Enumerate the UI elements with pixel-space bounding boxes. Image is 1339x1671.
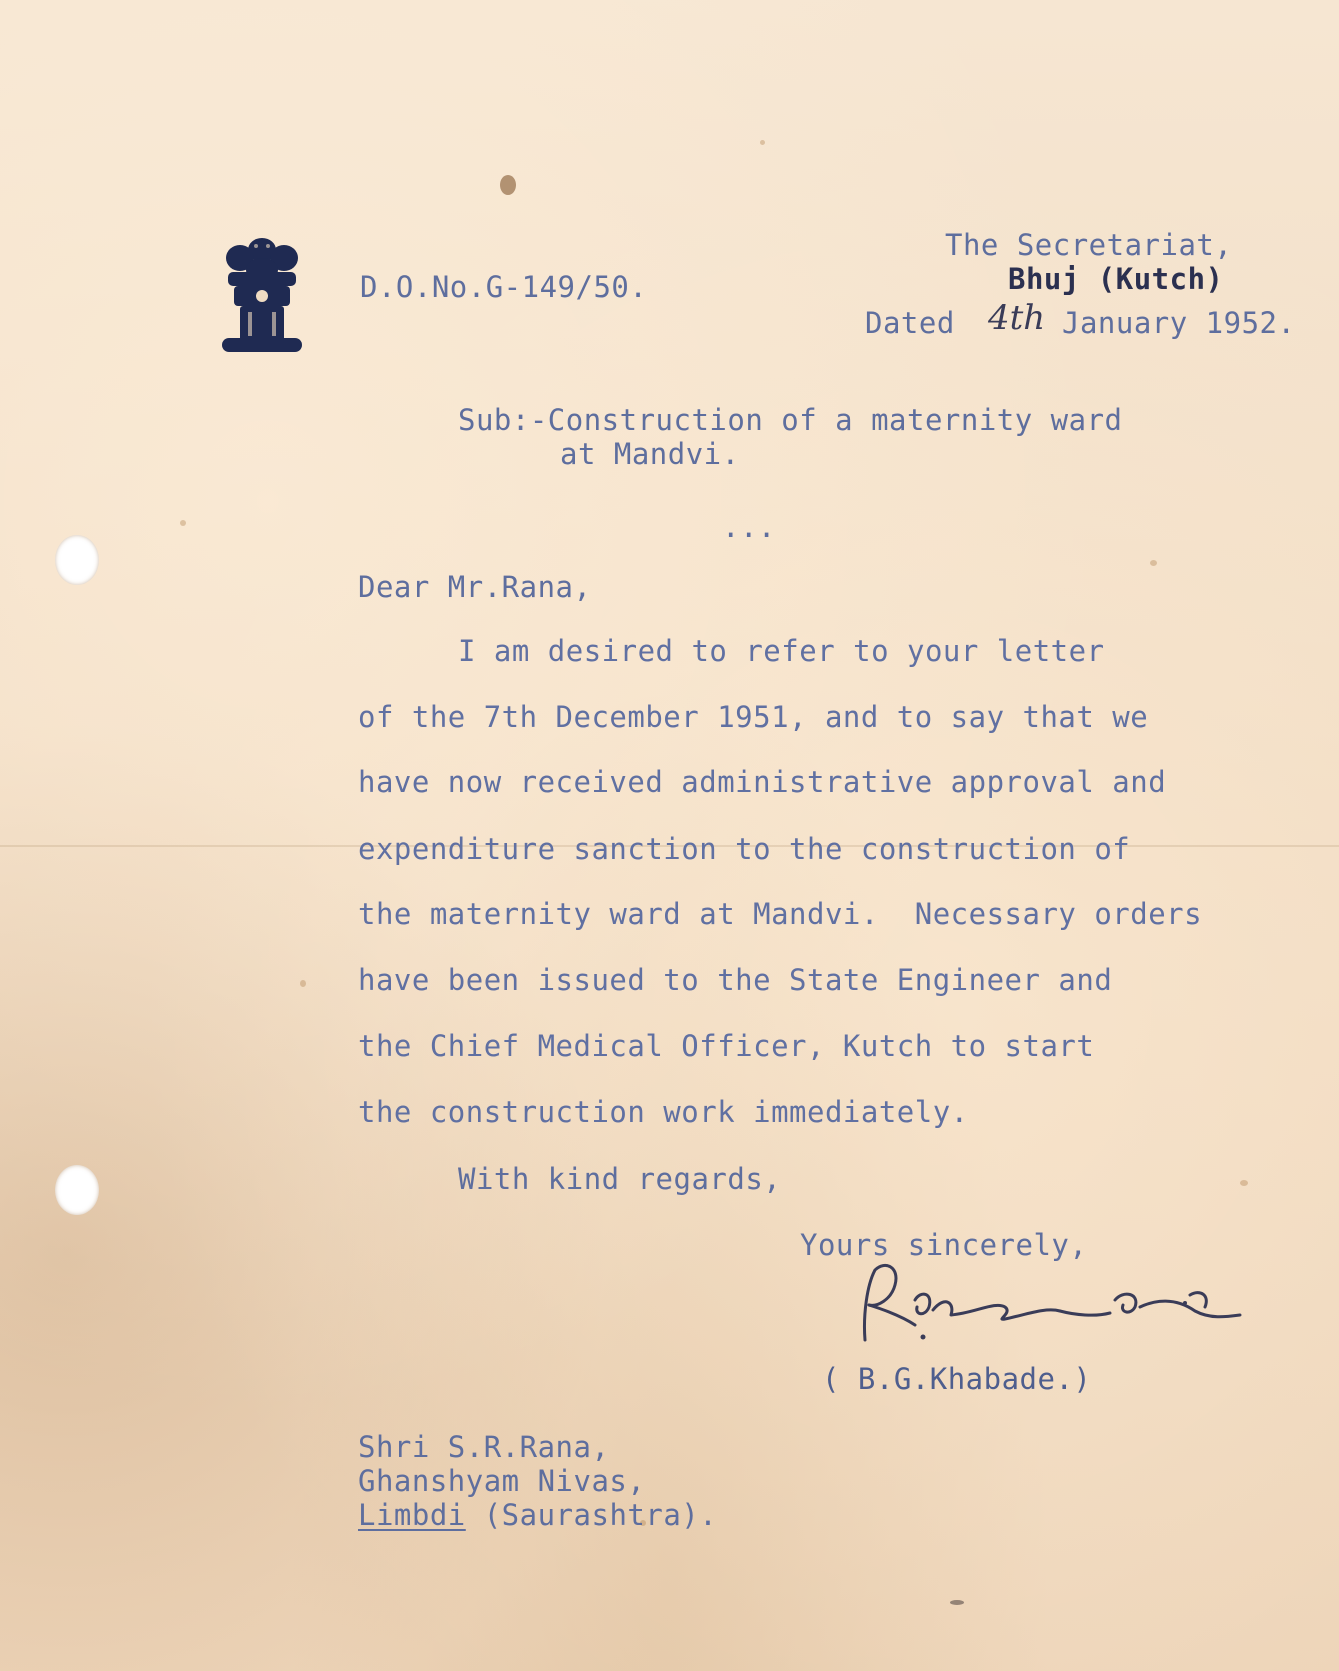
stain-speck	[760, 140, 765, 145]
stain-speck	[950, 1600, 964, 1605]
body-line: have now received administrative approval and	[358, 765, 1167, 799]
body-line: the construction work immediately.	[358, 1095, 969, 1129]
body-line: the Chief Medical Officer, Kutch to start	[358, 1029, 1095, 1063]
subject-line-1: Sub:-Construction of a maternity ward	[458, 403, 1123, 437]
addressee-place: Limbdi	[358, 1498, 466, 1532]
state-emblem-icon	[218, 232, 306, 358]
addressee-line-2: Ghanshyam Nivas,	[358, 1464, 646, 1498]
addressee-line-1: Shri S.R.Rana,	[358, 1430, 610, 1464]
body-line: have been issued to the State Engineer and	[358, 963, 1113, 997]
date-day-handwritten: 4th	[988, 298, 1046, 338]
stain-speck	[180, 520, 186, 526]
handwritten-signature	[855, 1255, 1255, 1355]
office-name: The Secretariat,	[945, 228, 1233, 262]
stain-speck	[500, 175, 516, 195]
stain-speck	[300, 980, 306, 987]
regards: With kind regards,	[458, 1162, 782, 1196]
salutation: Dear Mr.Rana,	[358, 570, 592, 604]
addressee-region: (Saurashtra).	[465, 1498, 718, 1532]
signatory-name: ( B.G.Khabade.)	[822, 1362, 1092, 1396]
body-line: the maternity ward at Mandvi. Necessary orders	[358, 897, 1203, 931]
closing: Yours sincerely,	[800, 1228, 1088, 1262]
reference-number: D.O.No.G-149/50.	[360, 270, 648, 304]
date-prefix: Dated	[865, 306, 955, 340]
punch-hole-top	[55, 535, 99, 585]
subject-line-2: at Mandvi.	[560, 437, 740, 471]
punch-hole-bottom	[55, 1165, 99, 1215]
body-line: of the 7th December 1951, and to say that we	[358, 700, 1149, 734]
addressee-line-3	[358, 1498, 717, 1532]
separator-dots: ...	[722, 510, 776, 544]
stain-speck	[1150, 560, 1157, 566]
date-suffix: January 1952.	[1062, 306, 1296, 340]
stain-speck	[1240, 1180, 1248, 1186]
office-location: Bhuj (Kutch)	[1008, 262, 1224, 296]
body-line: I am desired to refer to your letter	[458, 634, 1105, 668]
body-line: expenditure sanction to the construction of	[358, 832, 1131, 866]
